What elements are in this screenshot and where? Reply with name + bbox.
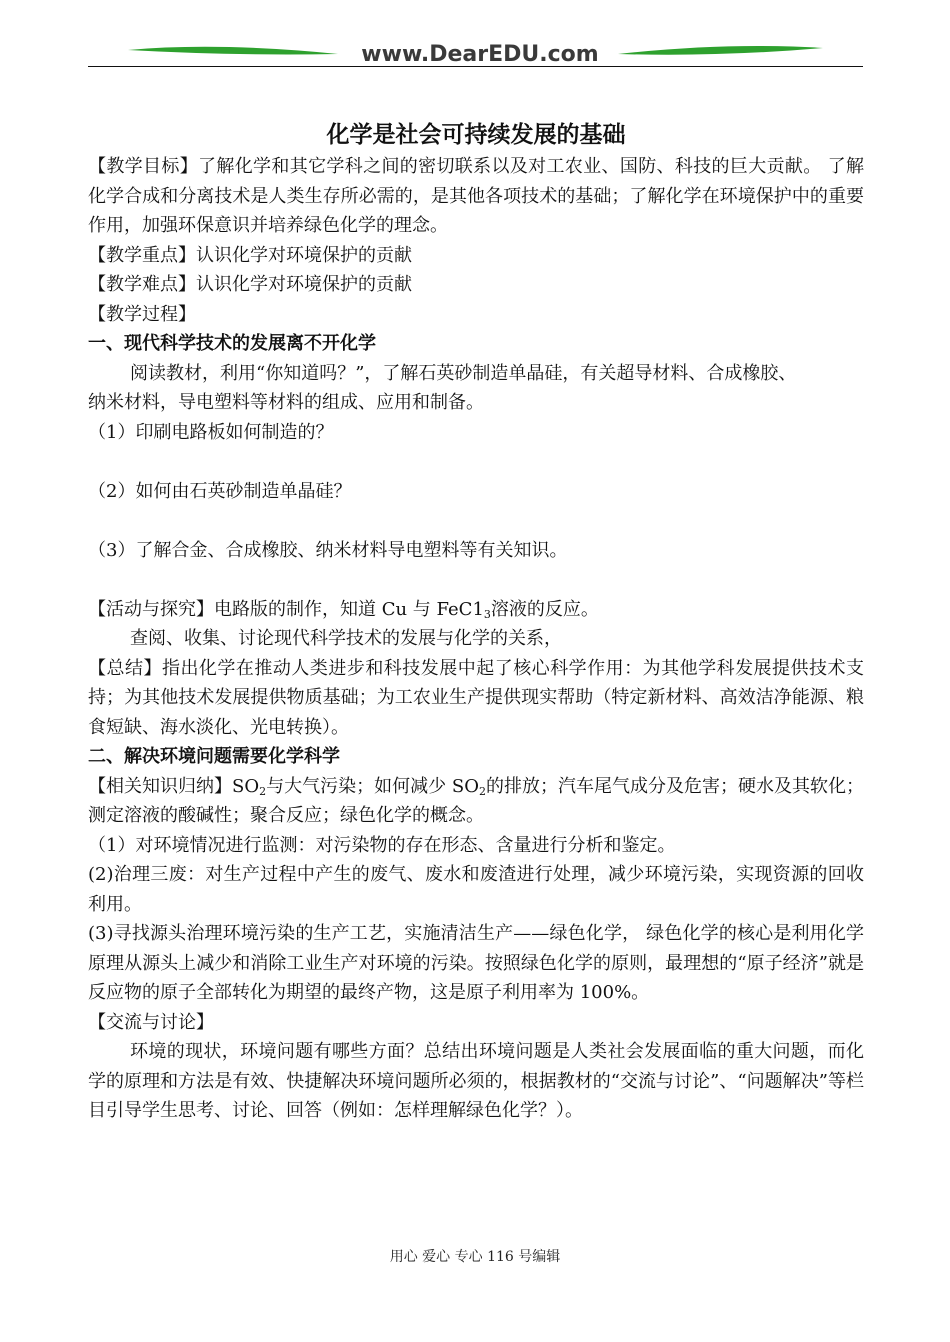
- page-header: [88, 30, 863, 70]
- blank-line: [88, 447, 864, 477]
- knowledge-text-c: 的排放；汽车尾气成分及危害；硬水及其软化；测定溶液的酸碱性；聚合反应；绿色化学的概念。: [88, 775, 864, 826]
- teaching-focus: 【教学重点】认识化学对环境保护的贡献: [88, 244, 412, 266]
- activity-line: [88, 595, 864, 625]
- knowledge-text-b: 与大气污染；如何减少 SO: [266, 775, 479, 797]
- page-title: 化学是社会可持续发展的基础: [326, 121, 626, 148]
- subscript: 3: [483, 607, 491, 621]
- measure-1: （1）对环境情况进行监测：对污染物的存在形态、含量进行分析和鉴定。: [88, 834, 676, 856]
- research-line: 查阅、收集、讨论现代科学技术的发展与化学的关系，: [130, 628, 562, 649]
- discussion-heading: 【交流与讨论】: [88, 1011, 214, 1033]
- subscript: 2: [259, 784, 267, 798]
- page-footer: 用心 爱心 专心 116 号编辑: [389, 1249, 561, 1265]
- site-name[interactable]: www.DearEDU.com: [361, 42, 599, 67]
- teaching-difficulty: 【教学难点】认识化学对环境保护的贡献: [88, 274, 412, 295]
- teaching-goal: 【教学目标】了解化学和其它学科之间的密切联系以及对工农业、国防、科技的巨大贡献。 了解化学合成和分离技术是人类生存所必需的，是其他各项技术的基础；了解化学在环境保护中的重要作用，加强环保意识并培养绿色化学的理念。: [88, 156, 864, 236]
- knowledge-text-a: 【相关知识归纳】SO: [88, 775, 260, 797]
- reading-instruction-cont: 纳米材料，导电塑料等材料的组成、应用和制备。: [88, 392, 484, 413]
- section-heading-2: 二、解决环境问题需要化学科学: [88, 746, 340, 767]
- blank-line: [88, 506, 864, 536]
- summary-paragraph: 【总结】指出化学在推动人类进步和科技发展中起了核心科学作用：为其他学科发展提供技术支持；为其他技术发展提供物质基础；为工农业生产提供现实帮助（特定新材料、高效洁净能源、粮食短缺、海水淡化、光电转换）。: [88, 657, 864, 738]
- subscript: 2: [478, 784, 486, 798]
- blank-line: [88, 565, 864, 595]
- reading-instruction: 阅读教材，利用“你知道吗？”，了解石英砂制造单晶硅，有关超导材料、合成橡胶、: [130, 362, 797, 384]
- question-1: （1）印刷电路板如何制造的？: [88, 421, 334, 443]
- measure-2: (2)治理三废：对生产过程中产生的废气、废水和废渣进行处理，减少环境污染，实现资源的回收利用。: [88, 864, 864, 915]
- activity-text: 【活动与探究】电路版的制作，知道 Cu 与 FeC1: [88, 598, 484, 620]
- environment-paragraph: 环境的现状，环境问题有哪些方面？总结出环境问题是人类社会发展面临的重大问题，而化学的原理和方法是有效、快捷解决环境问题所必须的，根据教材的“交流与讨论”、“问题解决”等栏目引导学生思考、讨论、回答（例如：怎样理解绿色化学？）。: [88, 1041, 864, 1121]
- measure-3: (3)寻找源头治理环境污染的生产工艺，实施清洁生产——绿色化学， 绿色化学的核心是利用化学原理从源头上减少和消除工业生产对环境的污染。按照绿色化学的原则，最理想的“原子经济”就是反应物的原子全部转化为期望的最终产物，这是原子利用率为 100%。: [88, 923, 864, 1003]
- header-rule: [88, 66, 863, 67]
- document-body: [88, 118, 864, 1126]
- question-3: （3）了解合金、合成橡胶、纳米材料导电塑料等有关知识。: [88, 539, 568, 561]
- activity-text-end: 溶液的反应。: [490, 598, 599, 620]
- question-2: （2）如何由石英砂制造单晶硅？: [88, 480, 352, 502]
- teaching-process: 【教学过程】: [88, 303, 196, 325]
- section-heading-1: 一、现代科学技术的发展离不开化学: [88, 333, 376, 354]
- knowledge-summary: [88, 772, 864, 831]
